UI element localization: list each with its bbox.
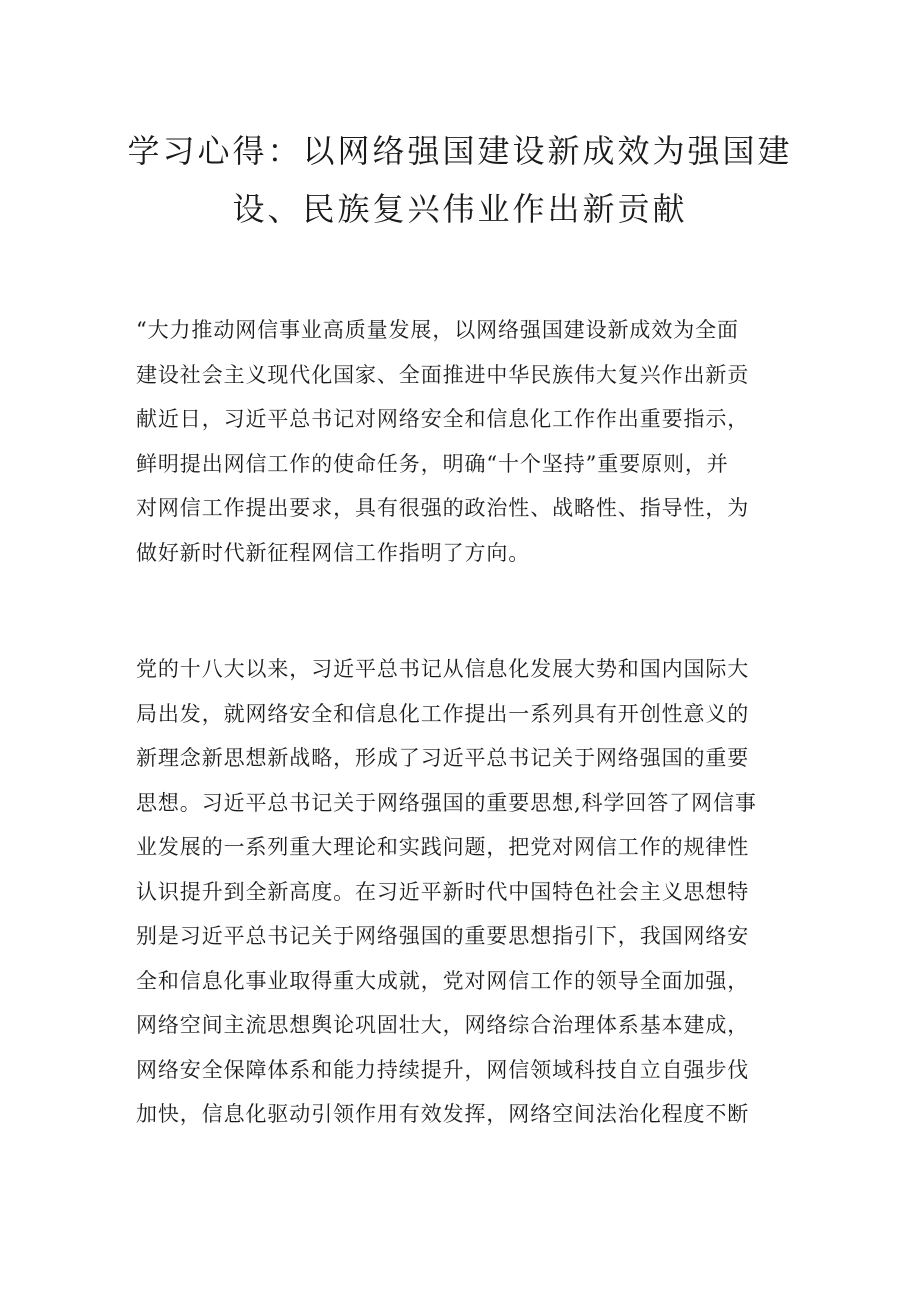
paragraph-intro	[136, 308, 796, 575]
text-line: 网络空间主流思想舆论巩固壮大，网络综合治理体系基本建成，	[136, 1013, 750, 1037]
text-line: 对网信工作提出要求，具有很强的政治性、战略性、指导性，为	[136, 496, 750, 520]
text-line: 新理念新思想新战略，形成了习近平总书记关于网络强国的重要	[136, 746, 750, 770]
text-line: 别是习近平总书记关于网络强国的重要思想指引下，我国网络安	[136, 924, 750, 948]
text-line: 局出发，就网络安全和信息化工作提出一系列具有开创性意义的	[136, 701, 750, 726]
text-line: 建设社会主义现代化国家、全面推进中华民族伟大复兴作出新贡	[136, 362, 750, 387]
text-line: 献近日，习近平总书记对网络安全和信息化工作作出重要指示，	[136, 407, 750, 431]
text-line: 做好新时代新征程网信工作指明了方向。	[136, 540, 531, 565]
text-line: 认识提升到全新高度。在习近平新时代中国特色社会主义思想特	[136, 879, 750, 904]
text-line: 全和信息化事业取得重大成就，党对网信工作的领导全面加强，	[136, 968, 750, 993]
text-line: 鲜明提出网信工作的使命任务，明确“十个坚持”重要原则，并	[136, 451, 729, 476]
document-title	[120, 122, 800, 238]
title-line: 设、民族复兴伟业作出新贡献	[232, 190, 688, 228]
text-line: 思想。习近平总书记关于网络强国的重要思想,科学回答了网信事	[136, 790, 757, 815]
text-line: 业发展的一系列重大理论和实践问题，把党对网信工作的规律性	[136, 835, 750, 859]
text-line: 加快，信息化驱动引领作用有效发挥，网络空间法治化程度不断	[136, 1102, 750, 1126]
text-line: “大力推动网信事业高质量发展，以网络强国建设新成效为全面	[136, 318, 739, 342]
text-line: 党的十八大以来，习近平总书记从信息化发展大势和国内国际大	[136, 657, 750, 681]
text-line: 网络安全保障体系和能力持续提升，网信领域科技自立自强步伐	[136, 1057, 750, 1082]
paragraph-body	[136, 647, 796, 1137]
title-line: 学习心得：以网络强国建设新成效为强国建	[127, 132, 793, 170]
